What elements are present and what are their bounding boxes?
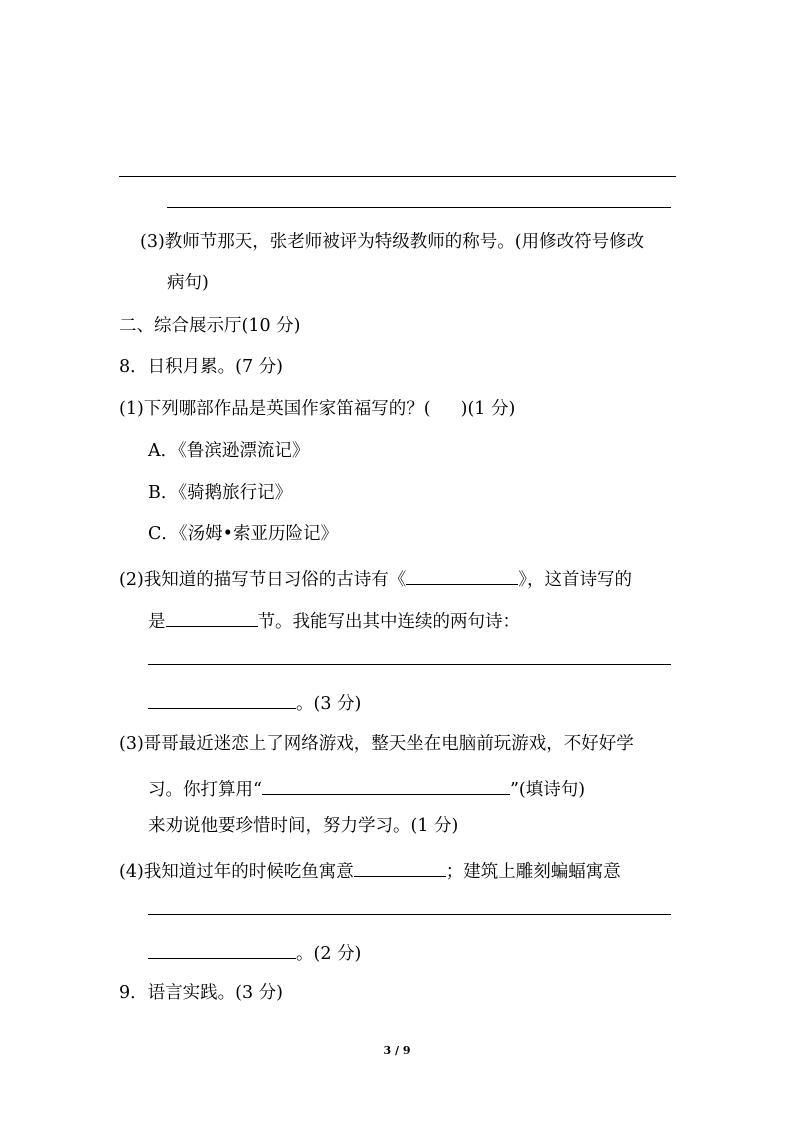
option-c: C．《汤姆•索亚历险记》 — [148, 524, 338, 544]
item-4-text-before: (4)我知道过年的时候吃鱼寓意 — [119, 862, 354, 882]
question-8-item-2-line-4 — [148, 688, 361, 716]
item-2-points: 。(3 分) — [296, 694, 362, 714]
question-8-item-1-stem — [119, 397, 515, 421]
question-8-heading: 8．日积月累。(7 分) — [119, 357, 283, 377]
option-b: B．《骑鹅旅行记》 — [148, 483, 293, 503]
page-number: 3 / 9 — [383, 1044, 411, 1057]
bat-meaning-answer-line[interactable] — [148, 914, 671, 915]
fish-meaning-blank[interactable] — [354, 856, 446, 877]
question-7-item-3-line-1: (3)教师节那天，张老师被评为特级教师的称号。(用修改符号修改 — [140, 232, 645, 252]
question-8-item-3-line-2 — [148, 774, 585, 802]
item-3-text-after: ”(填诗句) — [509, 780, 586, 800]
item-2-text-after: 》，这首诗写的 — [518, 570, 633, 590]
poem-line-blank[interactable] — [262, 774, 510, 795]
question-9-heading: 9．语言实践。(3 分) — [119, 983, 283, 1003]
poem-title-blank[interactable] — [406, 564, 518, 585]
question-8-item-2-line-2 — [148, 606, 520, 634]
bat-meaning-blank-end[interactable] — [148, 938, 296, 959]
question-7-item-3-line-2: 病句) — [167, 273, 209, 293]
item-1-stem-text: (1)下列哪部作品是英国作家笛福写的？( — [119, 399, 431, 419]
answer-line — [119, 176, 676, 177]
section-2-heading: 二、综合展示厅(10 分) — [119, 316, 301, 336]
item-4-points: 。(2 分) — [296, 944, 362, 964]
poem-lines-blank-end[interactable] — [148, 688, 296, 709]
item-2-line-2-before: 是 — [148, 612, 166, 632]
answer-line — [167, 207, 671, 208]
item-2-line-2-after: 节。我能写出其中连续的两句诗： — [257, 612, 520, 632]
option-a: A．《鲁滨逊漂流记》 — [148, 441, 310, 461]
question-8-item-4-line-3 — [148, 938, 361, 966]
item-2-text-before: (2)我知道的描写节日习俗的古诗有《 — [119, 570, 407, 590]
item-3-text-before: 习。你打算用“ — [148, 780, 262, 800]
item-4-text-after: ；建筑上雕刻蝙蝠寓意 — [445, 862, 621, 882]
question-8-item-4-line-1 — [119, 856, 621, 884]
question-8-item-2-line-1 — [119, 564, 632, 592]
festival-name-blank[interactable] — [166, 606, 258, 627]
question-8-item-3-line-1: (3)哥哥最近迷恋上了网络游戏，整天坐在电脑前玩游戏，不好好学 — [119, 734, 634, 754]
poem-lines-answer-line[interactable] — [148, 664, 671, 665]
question-8-item-3-line-3: 来劝说他要珍惜时间，努力学习。(1 分) — [148, 816, 459, 836]
item-1-stem-points: )(1 分) — [460, 399, 516, 419]
